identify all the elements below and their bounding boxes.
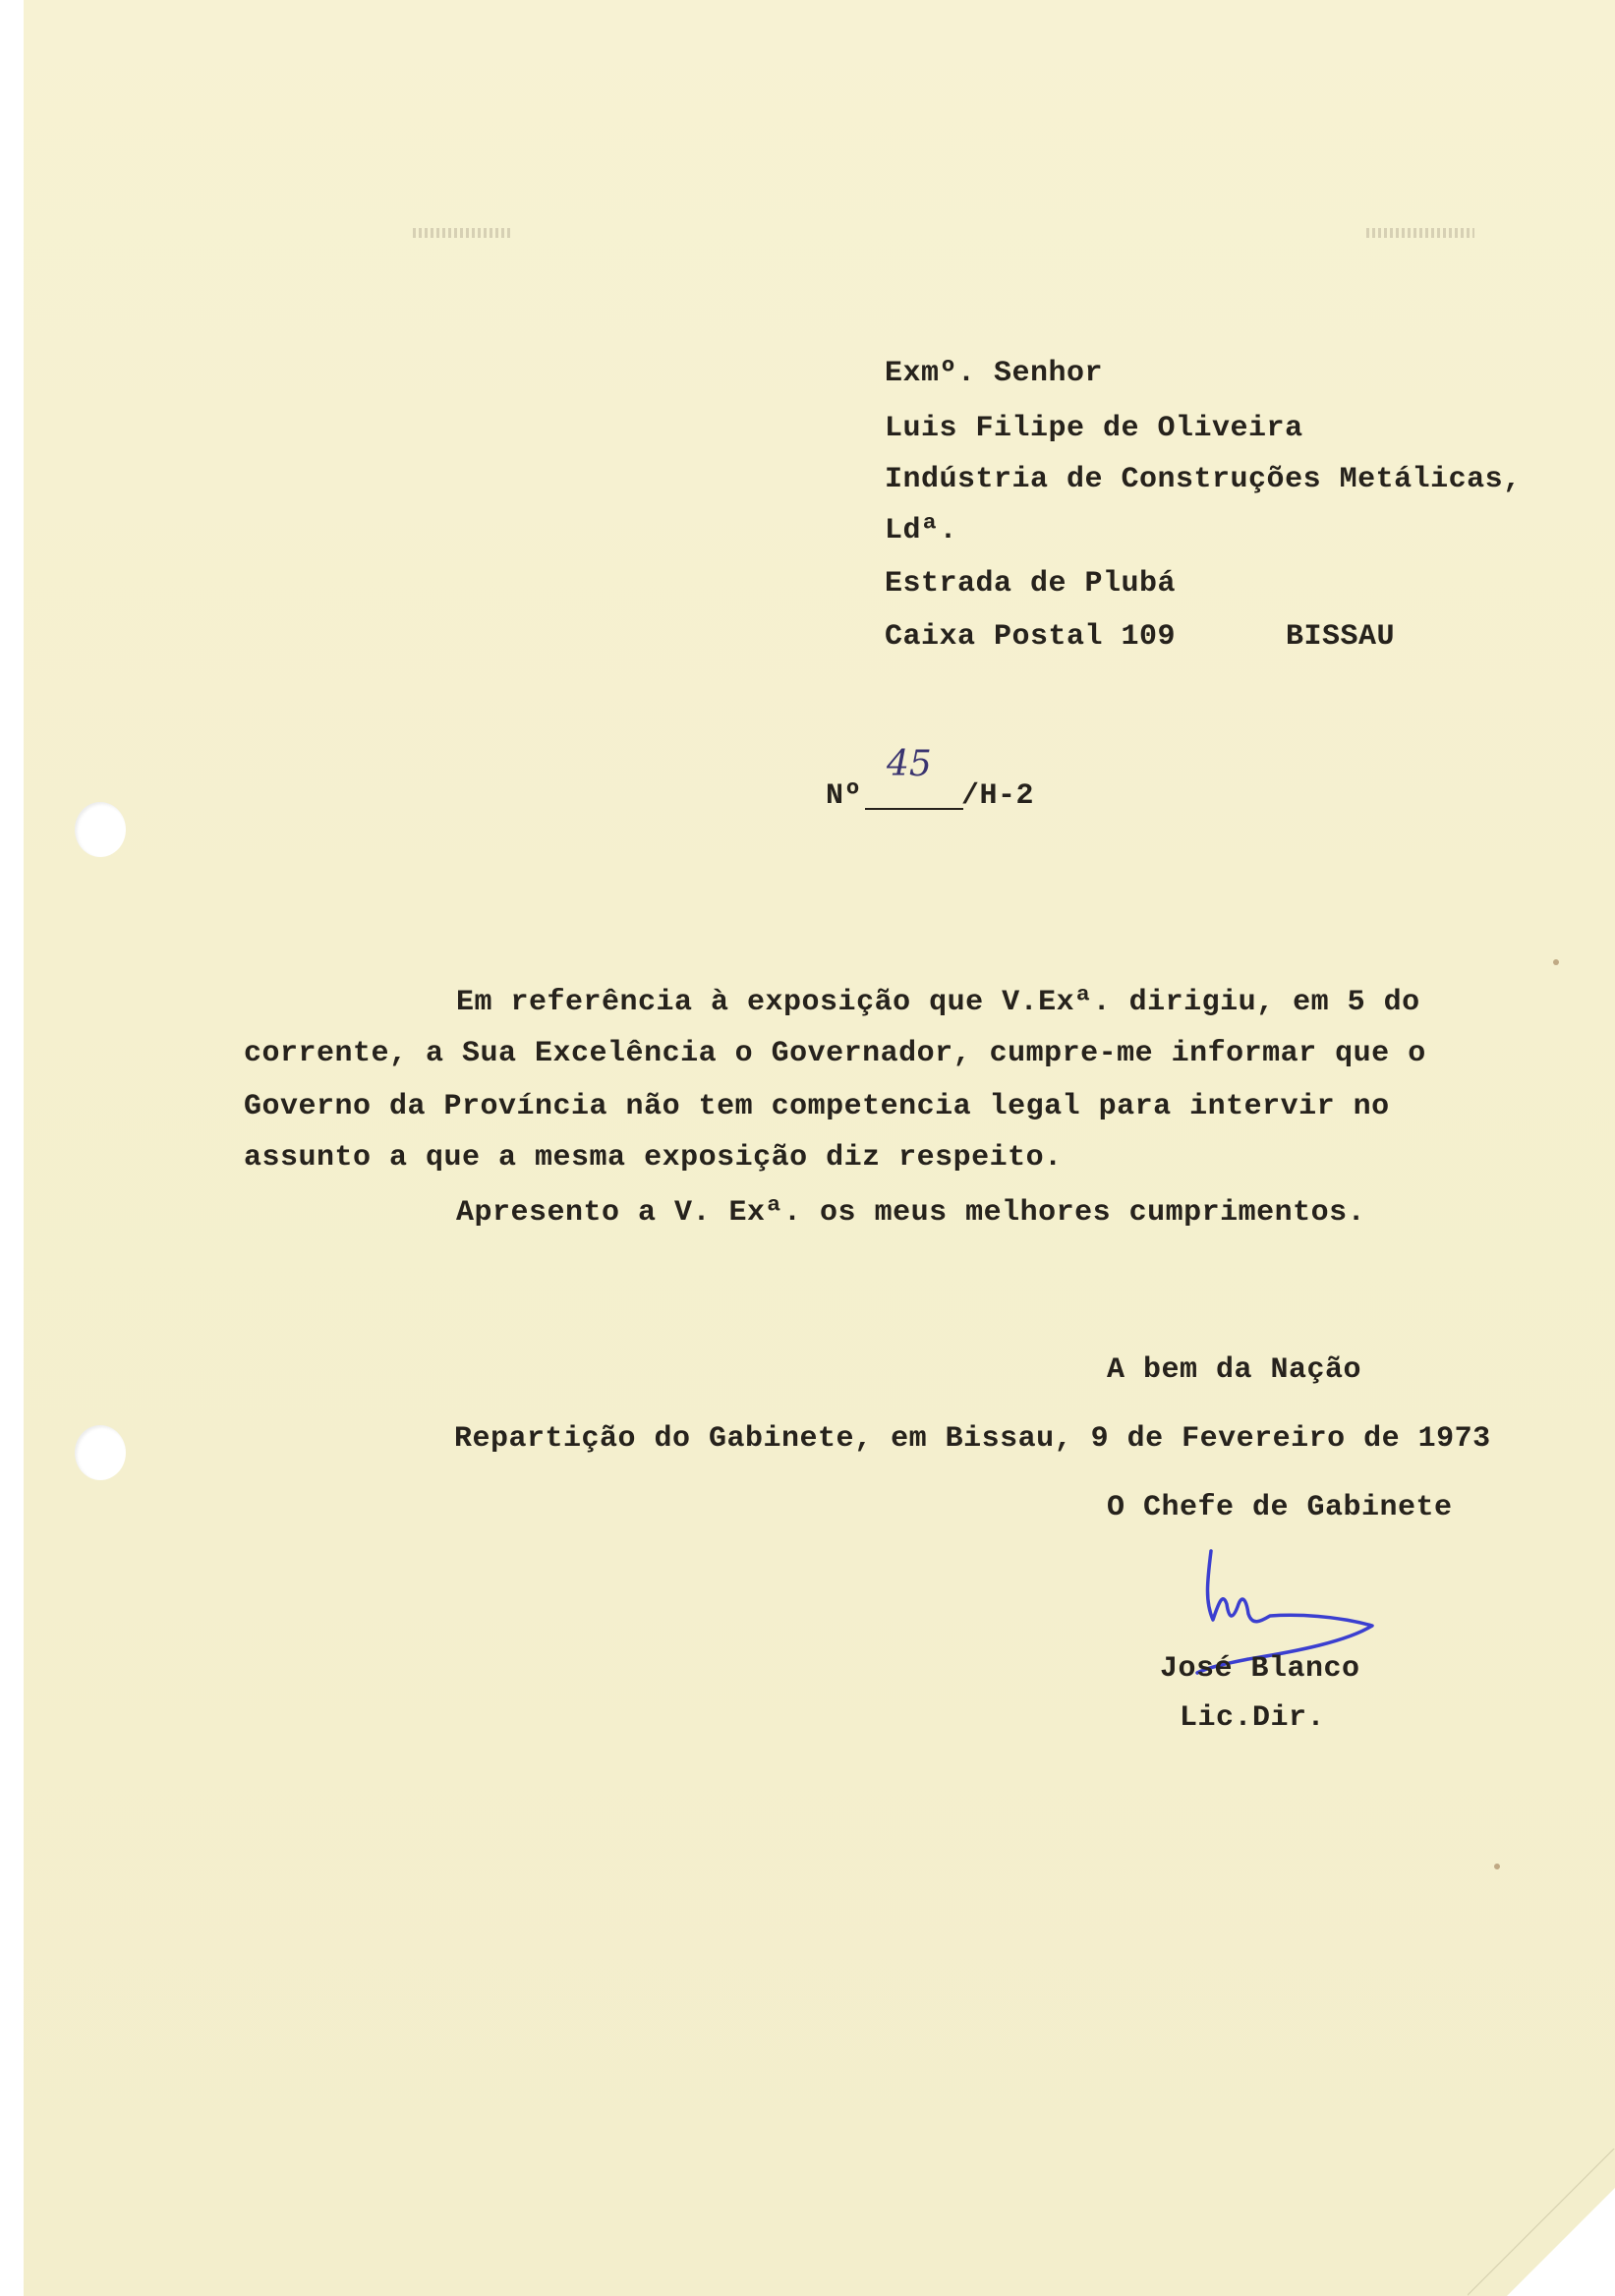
reference-blank-line — [865, 808, 963, 810]
body-line-2: corrente, a Sua Excelência o Governador, cumpre-me informar que o — [244, 1037, 1426, 1070]
body-line-1: Em referência à exposição que V.Exª. dirigiu, em 5 do — [456, 986, 1420, 1019]
body-line-4: assunto a que a mesma exposição diz respeito. — [244, 1141, 1063, 1175]
paper-speck — [1494, 1864, 1500, 1869]
paper-mark — [1366, 228, 1474, 238]
reference-number-handwritten: 45 — [887, 744, 932, 784]
scan-margin — [0, 0, 24, 2296]
closing-motto: A bem da Nação — [1107, 1353, 1362, 1387]
paper-mark — [413, 228, 511, 238]
signatory-credentials: Lic.Dir. — [1180, 1701, 1326, 1735]
reference-prefix: Nº — [826, 779, 863, 813]
body-paragraph-2: Apresento a V. Exª. os meus melhores cumprimentos. — [456, 1196, 1366, 1230]
reference-suffix: /H-2 — [961, 779, 1035, 813]
punch-hole-bottom — [75, 1425, 126, 1480]
paper-speck — [1553, 959, 1559, 965]
body-line-3: Governo da Província não tem competencia legal para intervir no — [244, 1090, 1390, 1123]
recipient-city: BISSAU — [1286, 620, 1396, 654]
recipient-postal-box: Caixa Postal 109 — [885, 620, 1177, 654]
closing-place-date: Repartição do Gabinete, em Bissau, 9 de Fevereiro de 1973 — [454, 1422, 1491, 1456]
recipient-street: Estrada de Plubá — [885, 567, 1177, 601]
recipient-name: Luis Filipe de Oliveira — [885, 412, 1303, 445]
signatory-name: José Blanco — [1160, 1652, 1360, 1686]
recipient-company-line1: Indústria de Construções Metálicas, — [885, 463, 1522, 496]
recipient-company-line2: Ldª. — [885, 514, 958, 547]
closing-title: O Chefe de Gabinete — [1107, 1491, 1453, 1524]
folded-corner — [1507, 2188, 1615, 2296]
punch-hole-top — [75, 802, 126, 857]
recipient-salutation: Exmº. Senhor — [885, 357, 1104, 390]
